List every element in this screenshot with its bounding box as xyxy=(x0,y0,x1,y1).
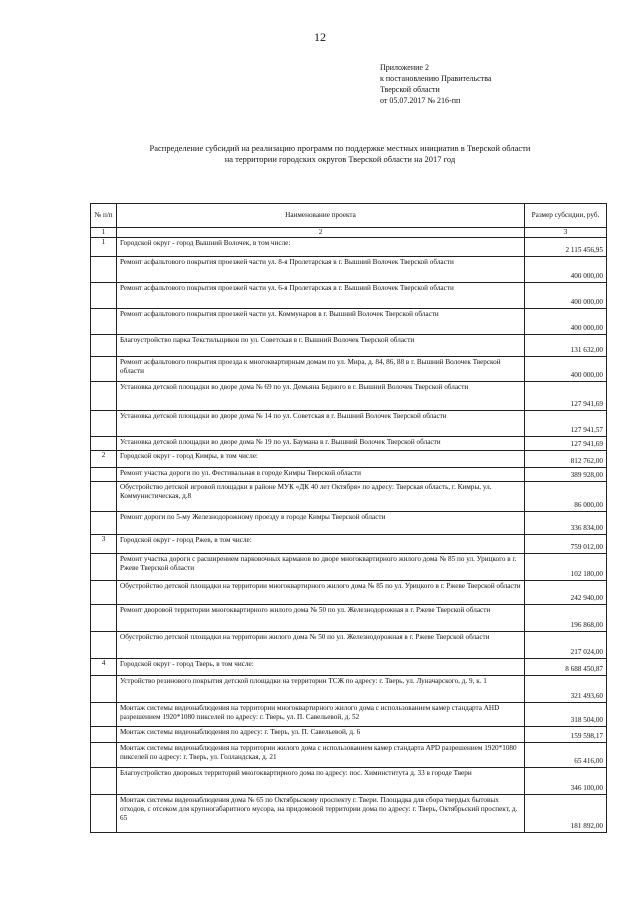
subsidy-amount: 131 632,00 xyxy=(525,335,607,357)
row-number xyxy=(91,309,117,335)
header-number: № п/п xyxy=(91,204,117,228)
table-row xyxy=(91,382,607,411)
row-number: 1 xyxy=(91,238,117,257)
subsidy-amount: 86 000,00 xyxy=(525,482,607,512)
page-number: 12 xyxy=(314,30,326,44)
table-row xyxy=(91,283,607,309)
row-number xyxy=(91,703,117,727)
row-number xyxy=(91,727,117,743)
project-name: Установка детской площадки во дворе дома № 19 по ул. Баумана в г. Вышний Волочек Тверской области xyxy=(117,437,525,451)
header-line: Тверской области xyxy=(380,85,440,94)
subsidy-amount: 389 928,00 xyxy=(525,468,607,482)
header-subsidy-amount: Размер субсидии, руб. xyxy=(525,204,607,228)
column-number-1: 1 xyxy=(91,228,117,238)
header-line: Приложение 2 xyxy=(380,63,429,72)
row-number xyxy=(91,411,117,437)
project-name: Обустройство детской игровой площадки в районе МУК «ДК 40 лет Октября» по адресу: Тверская область, г. Кимры, ул. Коммунистическая, д.8 xyxy=(117,482,525,512)
appendix-header xyxy=(380,62,491,106)
row-number xyxy=(91,581,117,605)
subsidy-amount: 346 100,00 xyxy=(525,768,607,795)
table-row xyxy=(91,581,607,605)
project-name: Благоустройство парка Текстильщиков по ул. Советская в г. Вышний Волочек Тверской области xyxy=(117,335,525,357)
row-number: 3 xyxy=(91,535,117,554)
project-name: Устройство резинового покрытия детской площадки на территории ТСЖ по адресу: г. Тверь, ул. Луначарского, д. 9, к. 1 xyxy=(117,676,525,703)
project-name: Ремонт дворовой территории многоквартирного жилого дома № 50 по ул. Железнодорожная в г. Ржеве Тверской области xyxy=(117,605,525,632)
table-row xyxy=(91,482,607,512)
table-row xyxy=(91,309,607,335)
row-number xyxy=(91,512,117,535)
project-name: Монтаж системы видеонаблюдения дома № 65 по Октябрьскому проспекту г. Твери. Площадка для сбора твердых бытовых отходов, с отсеком для крупногабаритного мусора, на придомовой территории дома по адресу: г. Тверь, Октябрьский проспект, д. 65 xyxy=(117,795,525,833)
project-name: Благоустройство дворовых территорий многоквартирного дома по адресу: пос. Химинститута д. 33 в городе Твери xyxy=(117,768,525,795)
row-number xyxy=(91,437,117,451)
row-number xyxy=(91,257,117,283)
subsidy-amount: 181 892,00 xyxy=(525,795,607,833)
column-number-3: 3 xyxy=(525,228,607,238)
row-number xyxy=(91,382,117,411)
subsidy-amount: 242 940,00 xyxy=(525,581,607,605)
subsidy-amount: 127 941,69 xyxy=(525,437,607,451)
row-number xyxy=(91,676,117,703)
project-name: Городской округ - город Вышний Волочек, в том числе: xyxy=(117,238,525,257)
table-body xyxy=(91,238,607,833)
table-header-row xyxy=(91,204,607,228)
subsidy-amount: 400 000,00 xyxy=(525,257,607,283)
project-name: Ремонт дороги по 5-му Железнодорожному проезду в городе Кимры Тверской области xyxy=(117,512,525,535)
table-row xyxy=(91,727,607,743)
project-name: Монтаж системы видеонаблюдения на территории жилого дома с использованием камер стандарта APD разрешением 1920*1080 пикселей по адресу: г. Тверь, ул. Голландская, д. 21 xyxy=(117,743,525,768)
project-name: Ремонт асфальтового покрытия проезжей части ул. Коммунаров в г. Вышний Волочек Тверской области xyxy=(117,309,525,335)
subsidy-amount: 400 000,00 xyxy=(525,283,607,309)
subsidy-amount: 102 180,00 xyxy=(525,554,607,581)
row-number xyxy=(91,335,117,357)
section-row xyxy=(91,535,607,554)
table-row xyxy=(91,768,607,795)
table-row xyxy=(91,357,607,382)
table-row xyxy=(91,257,607,283)
project-name: Ремонт асфальтового покрытия проезжей части ул. 6-я Пролетарская в г. Вышний Волочек Тверской области xyxy=(117,283,525,309)
row-number xyxy=(91,743,117,768)
project-name: Установка детской площадки во дворе дома № 69 по ул. Демьяна Бедного в г. Вышний Волочек Тверской области xyxy=(117,382,525,411)
header-line: к постановлению Правительства xyxy=(380,74,492,83)
subsidy-amount: 321 493,60 xyxy=(525,676,607,703)
row-number xyxy=(91,768,117,795)
section-row xyxy=(91,238,607,257)
table-row xyxy=(91,554,607,581)
project-name: Ремонт участка дороги по ул. Фестивальная в городе Кимры Тверской области xyxy=(117,468,525,482)
table-row xyxy=(91,437,607,451)
subsidy-amount: 400 000,00 xyxy=(525,309,607,335)
document-title xyxy=(110,143,570,165)
title-line: на территории городских округов Тверской области на 2017 год xyxy=(224,154,456,164)
column-number-2: 2 xyxy=(117,228,525,238)
section-row xyxy=(91,451,607,468)
row-number xyxy=(91,605,117,632)
project-name: Обустройство детской площадки на территории многоквартирного жилого дома № 85 по ул. Урицкого в г. Ржеве Тверской области xyxy=(117,581,525,605)
subsidy-amount: 196 868,00 xyxy=(525,605,607,632)
project-name: Ремонт асфальтового покрытия проезда к многоквартирным домам по ул. Мира, д. 84, 86, 88 в г. Вышний Волочек Тверской области xyxy=(117,357,525,382)
row-number xyxy=(91,795,117,833)
table-row xyxy=(91,335,607,357)
project-name: Городской округ - город Ржев, в том числе: xyxy=(117,535,525,554)
project-name: Монтаж системы видеонаблюдения на территории многоквартирного жилого дома с использованием камер стандарта AHD разрешением 1920*1080 пикселей по адресу: г. Тверь, ул. П. Савельевой, д. 52 xyxy=(117,703,525,727)
table-row xyxy=(91,468,607,482)
project-name: Установка детской площадки во дворе дома № 14 по ул. Советская в г. Вышний Волочек Тверской области xyxy=(117,411,525,437)
project-name: Городской округ - город Кимры, в том числе: xyxy=(117,451,525,468)
subsidy-table xyxy=(90,203,607,833)
subsidy-amount: 65 416,00 xyxy=(525,743,607,768)
subsidy-amount: 318 504,00 xyxy=(525,703,607,727)
subsidy-amount: 217 024,00 xyxy=(525,632,607,659)
table-row xyxy=(91,411,607,437)
table-row xyxy=(91,743,607,768)
table-row xyxy=(91,632,607,659)
table-row xyxy=(91,605,607,632)
subsidy-amount: 127 941,69 xyxy=(525,382,607,411)
project-name: Городской округ - город Тверь, в том числе: xyxy=(117,659,525,676)
row-number xyxy=(91,554,117,581)
title-line: Распределение субсидий на реализацию программ по поддержке местных инициатив в Тверской области xyxy=(149,143,531,153)
project-name: Монтаж системы видеонаблюдения по адресу: г. Тверь, ул. П. Савельевой, д. 6 xyxy=(117,727,525,743)
table-row xyxy=(91,795,607,833)
row-number: 4 xyxy=(91,659,117,676)
row-number xyxy=(91,283,117,309)
table-row xyxy=(91,676,607,703)
project-name: Обустройство детской площадки на территории жилого дома № 50 по ул. Железнодорожная в г. Ржеве Тверской области xyxy=(117,632,525,659)
column-number-row xyxy=(91,228,607,238)
project-name: Ремонт асфальтового покрытия проезжей части ул. 8-я Пролетарская в г. Вышний Волочек Тверской области xyxy=(117,257,525,283)
table-row xyxy=(91,512,607,535)
row-number xyxy=(91,632,117,659)
section-row xyxy=(91,659,607,676)
row-number xyxy=(91,357,117,382)
subsidy-amount: 759 012,00 xyxy=(525,535,607,554)
subsidy-amount: 159 598,17 xyxy=(525,727,607,743)
subsidy-amount: 8 688 450,87 xyxy=(525,659,607,676)
subsidy-amount: 127 941,57 xyxy=(525,411,607,437)
header-project-name: Наименование проекта xyxy=(117,204,525,228)
project-name: Ремонт участка дороги с расширением парковочных карманов во дворе многоквартирного жилого дома № 85 по ул. Урицкого в г. Ржеве Тверской области xyxy=(117,554,525,581)
subsidy-amount: 400 000,00 xyxy=(525,357,607,382)
subsidy-amount: 336 834,00 xyxy=(525,512,607,535)
subsidy-amount: 2 115 456,95 xyxy=(525,238,607,257)
table-row xyxy=(91,703,607,727)
row-number: 2 xyxy=(91,451,117,468)
row-number xyxy=(91,482,117,512)
header-line: от 05.07.2017 № 216-пп xyxy=(380,96,461,105)
row-number xyxy=(91,468,117,482)
subsidy-amount: 812 762,00 xyxy=(525,451,607,468)
